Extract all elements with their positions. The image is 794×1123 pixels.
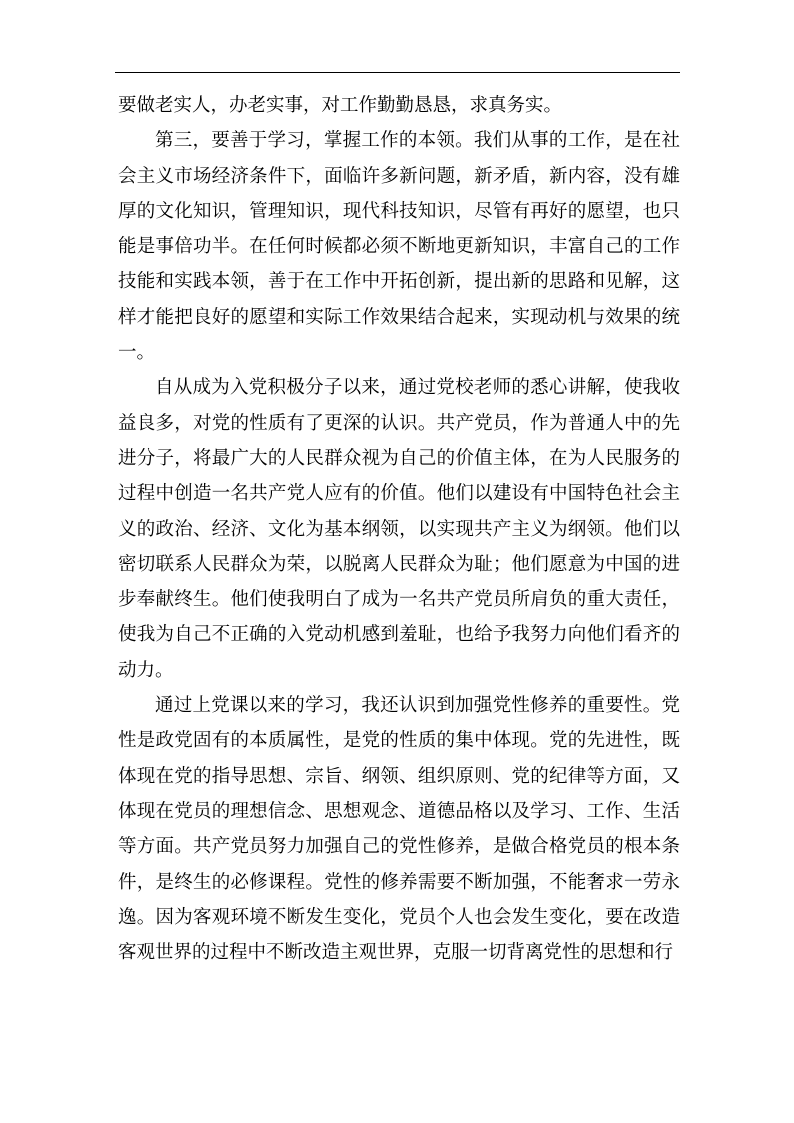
paragraph-study: 第三，要善于学习，掌握工作的本领。我们从事的工作，是在社会主义市场经济条件下，面临许多新问题，新矛盾，新内容，没有雄厚的文化知识，管理知识，现代科技知识，尽管有再好的愿望，也只能是事倍功半。在任何时候都必须不断地更新知识，丰富自己的工作技能和实践本领，善于在工作中开拓创新，提出新的思路和见解，这样才能把良好的愿望和实际工作效果结合起来，实现动机与效果的统一。 xyxy=(118,130,680,364)
document-body xyxy=(118,88,680,970)
paragraph-activist: 自从成为入党积极分子以来，通过党校老师的悉心讲解，使我收益良多，对党的性质有了更深的认识。共产党员，作为普通人中的先进分子，将最广大的人民群众视为自己的价值主体，在为人民服务的过程中创造一名共产党人应有的价值。他们以建设有中国特色社会主义的政治、经济、文化为基本纲领，以实现共产主义为纲领。他们以密切联系人民群众为荣，以脱离人民群众为耻；他们愿意为中国的进步奉献终生。他们使我明白了成为一名共产党员所肩负的重大责任，使我为自己不正确的入党动机感到羞耻，也给予我努力向他们看齐的动力。 xyxy=(118,377,680,681)
paragraph-continuation: 要做老实人，办老实事，对工作勤勤恳恳，求真务实。 xyxy=(118,95,563,116)
header-rule xyxy=(115,72,680,73)
paragraph-party-spirit: 通过上党课以来的学习，我还认识到加强党性修养的重要性。党性是政党固有的本质属性，是党的性质的集中体现。党的先进性，既体现在党的指导思想、宗旨、纲领、组织原则、党的纪律等方面，又体现在党员的理想信念、思想观念、道德品格以及学习、工作、生活等方面。共产党员努力加强自己的党性修养，是做合格党员的根本条件，是终生的必修课程。党性的修养需要不断加强，不能奢求一劳永逸。因为客观环境不断发生变化，党员个人也会发生变化，要在改造客观世界的过程中不断改造主观世界，克服一切背离党性的思想和行 xyxy=(118,695,680,964)
